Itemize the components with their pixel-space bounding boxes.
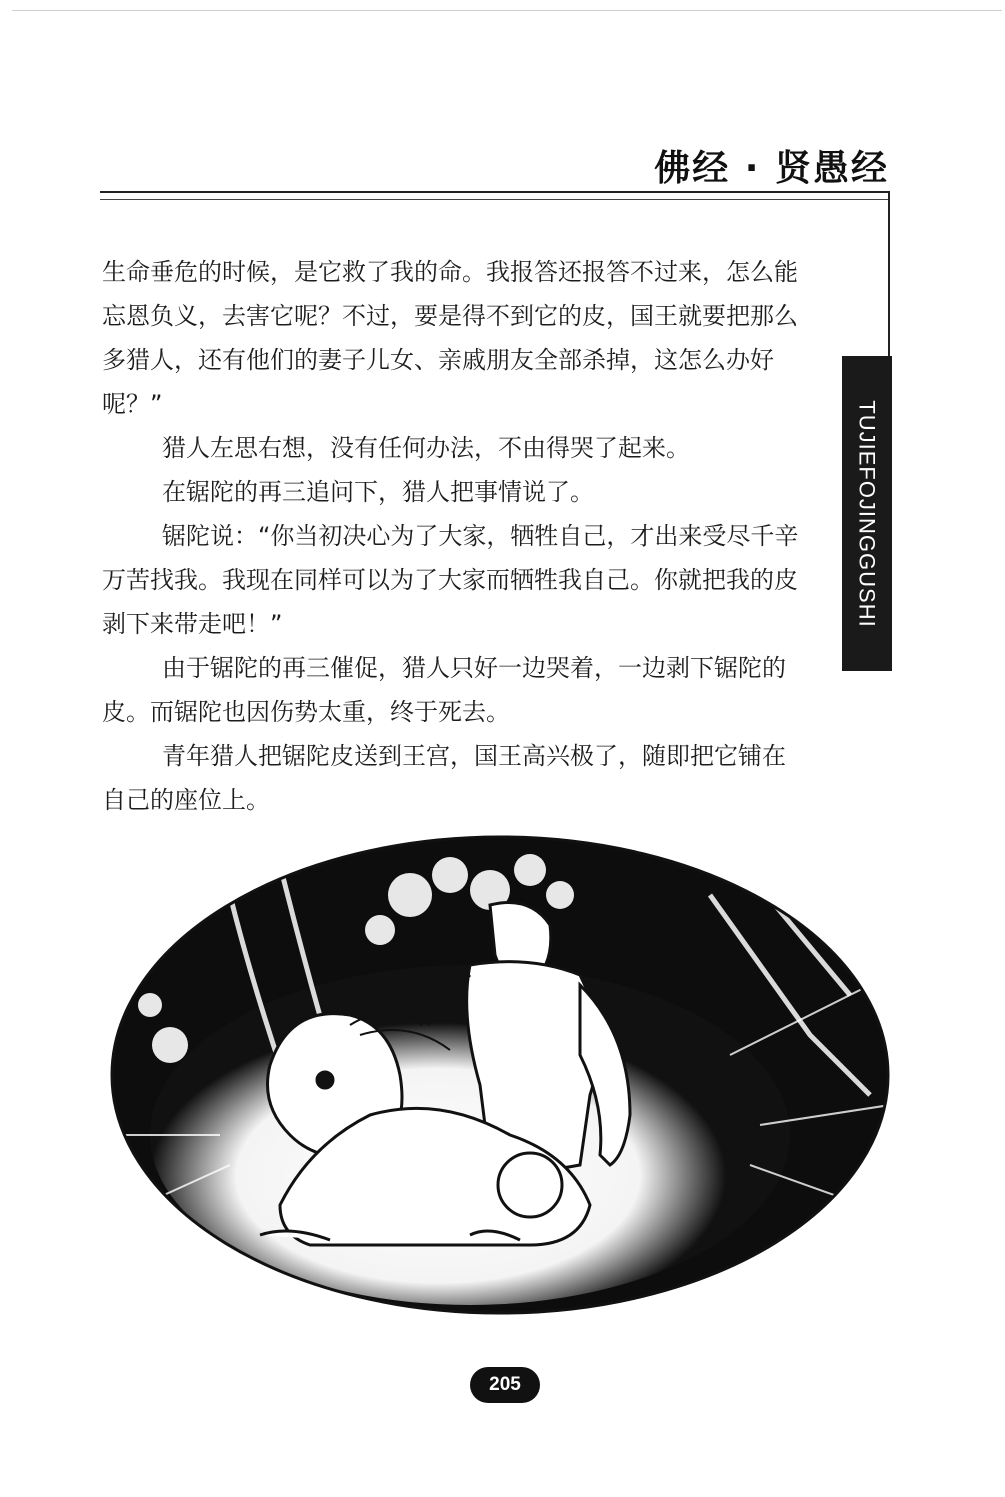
header-divider-thin xyxy=(100,199,890,200)
hunter-and-lion-illustration xyxy=(110,835,890,1315)
header-title: 佛经 · 贤愚经 xyxy=(654,148,889,189)
paragraph: 由于锯陀的再三催促，猎人只好一边哭着，一边剥下锯陀的皮。而锯陀也因伤势太重，终于死去。 xyxy=(102,654,786,726)
paragraph: 在锯陀的再三追问下，猎人把事情说了。 xyxy=(162,478,594,506)
page-number: 205 xyxy=(470,1367,540,1403)
paragraph-continued: 生命垂危的时候，是它救了我的命。我报答还报答不过来，怎么能忘恩负义，去害它呢？不过，要是得不到它的皮，国王就要把那么多猎人，还有他们的妻子儿女、亲戚朋友全部杀掉，这怎么办好呢？” xyxy=(102,258,798,418)
top-scan-rule xyxy=(12,10,1002,11)
paragraph: 青年猎人把锯陀皮送到王宫，国王高兴极了，随即把它铺在自己的座位上。 xyxy=(102,742,786,814)
paragraph: 锯陀说：“你当初决心为了大家，牺牲自己，才出来受尽千辛万苦找我。我现在同样可以为了大家而牺牲我自己。你就把我的皮剥下来带走吧！” xyxy=(102,522,799,638)
body-text xyxy=(102,250,802,822)
header-vertical-rule xyxy=(888,191,890,356)
header-divider xyxy=(100,191,890,193)
side-tab xyxy=(842,356,892,671)
side-tab-label: TUJIEFOJINGGUSHI xyxy=(855,399,881,628)
paragraph: 猎人左思右想，没有任何办法，不由得哭了起来。 xyxy=(162,434,690,462)
